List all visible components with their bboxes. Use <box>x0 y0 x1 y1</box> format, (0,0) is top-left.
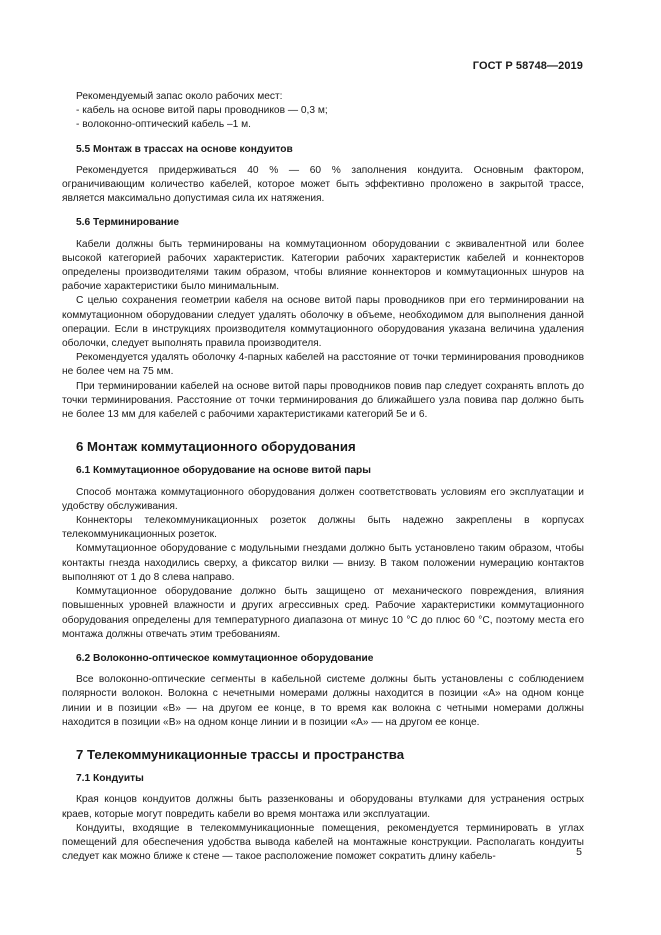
page-number: 5 <box>576 846 582 858</box>
paragraph: Рекомендуется удалять оболочку 4-парных кабелей на расстояние от точки терминирования проводников не более чем на 75 мм. <box>62 352 584 378</box>
paragraph: Рекомендуется придерживаться 40 % — 60 % заполнения кондуита. Основным фактором, ограничивающим количество кабелей, которое может быть эффективно проложено в закрытой трассе, является максимально допустимая сила их натяжения. <box>62 164 584 205</box>
section-heading-7-1: 7.1 Кондуиты <box>76 773 144 785</box>
paragraph: Все волоконно-оптические сегменты в кабельной системе должны быть установлены с соблюдением полярности волокон. Волокна с нечетными номерами должны находится в позиции «А» на одном конце линии и в позиции «В» — на другом ее конце, в то время как волокна с четными номерами должны находится в позиции «В» на одном конце линии и в позиции «А» –– на другом ее конце. <box>62 674 584 728</box>
paragraph: Коммутационное оборудование должно быть защищено от механического повреждения, влияния повышенных уровней влажности и других агрессивных сред. Рабочие характеристики коммутационного оборудования определены для температурного диапазона от минус 10 °С до плюс 60 °С, поэтому места его монтажа должны отвечать этим требованиям. <box>62 586 584 640</box>
paragraph: Коммутационное оборудование с модульными гнездами должно быть установлено таким образом, чтобы контакты гнезда находились сверху, а фиксатор вилки — внизу. В таком положении нумерацию контактов выполняют от 1 до 8 слева направо. <box>62 543 584 583</box>
section-heading-6-2: 6.2 Волоконно-оптическое коммутационное оборудование <box>76 652 374 664</box>
paragraph: Коннекторы телекоммуникационных розеток должны быть надежно закреплены в корпусах телекоммуникационных розеток. <box>62 515 584 541</box>
paragraph: Способ монтажа коммутационного оборудования должен соответствовать условиям его эксплуатации и удобству обслуживания. <box>62 486 584 512</box>
section-heading-6: 6 Монтаж коммутационного оборудования <box>76 439 356 455</box>
paragraph: Края концов кондуитов должны быть раззенкованы и оборудованы втулками для устранения острых краев, которые могут повредить кабели во время монтажа или эксплуатации. <box>62 794 584 820</box>
paragraph: С целью сохранения геометрии кабеля на основе витой пары проводников при его терминировании на коммутационном оборудовании следует удалять оболочку в объеме, необходимом для выполнения данной операции. Если в инструкциях производителя коммутационного оборудования указана величина удаления оболочки, следует выполнять правила производителя. <box>62 295 584 350</box>
list-item: - волоконно-оптический кабель –1 м. <box>76 119 251 131</box>
paragraph: Кабели должны быть терминированы на коммутационном оборудовании с эквивалентной или более высокой категорией рабочих характеристик. Категории рабочих характеристик кабелей и коннекторов определены производителями таким образом, чтобы влияние коннекторов и коммутационных шнуров на рабочие характеристики было минимальным. <box>62 238 584 293</box>
paragraph: Кондуиты, входящие в телекоммуникационные помещения, рекомендуется терминировать в углах помещений для обеспечения удобства вывода кабелей на монтажные конструкции. Располагать кондуиты следует как можно ближе к стене — такое расположение поможет сократить длину кабель- <box>62 822 584 863</box>
section-heading-5-6: 5.6 Терминирование <box>76 217 179 229</box>
section-heading-7: 7 Телекоммуникационные трассы и пространства <box>76 746 405 762</box>
section-heading-6-1: 6.1 Коммутационное оборудование на основе витой пары <box>76 465 371 477</box>
page-content <box>62 90 584 864</box>
reserve-intro: Рекомендуемый запас около рабочих мест: <box>76 91 283 102</box>
standard-designation: ГОСТ Р 58748—2019 <box>472 60 583 72</box>
list-item: - кабель на основе витой пары проводников — 0,3 м; <box>76 105 328 117</box>
paragraph: При терминировании кабелей на основе витой пары проводников повив пар следует сохранять вплоть до точки терминирования. Расстояние от точки терминирования до ближайшего узла повива пар должно быть не более 13 мм для кабелей с рабочими характеристиками категорий 5е и 6. <box>62 380 584 421</box>
section-heading-5-5: 5.5 Монтаж в трассах на основе кондуитов <box>76 143 293 155</box>
